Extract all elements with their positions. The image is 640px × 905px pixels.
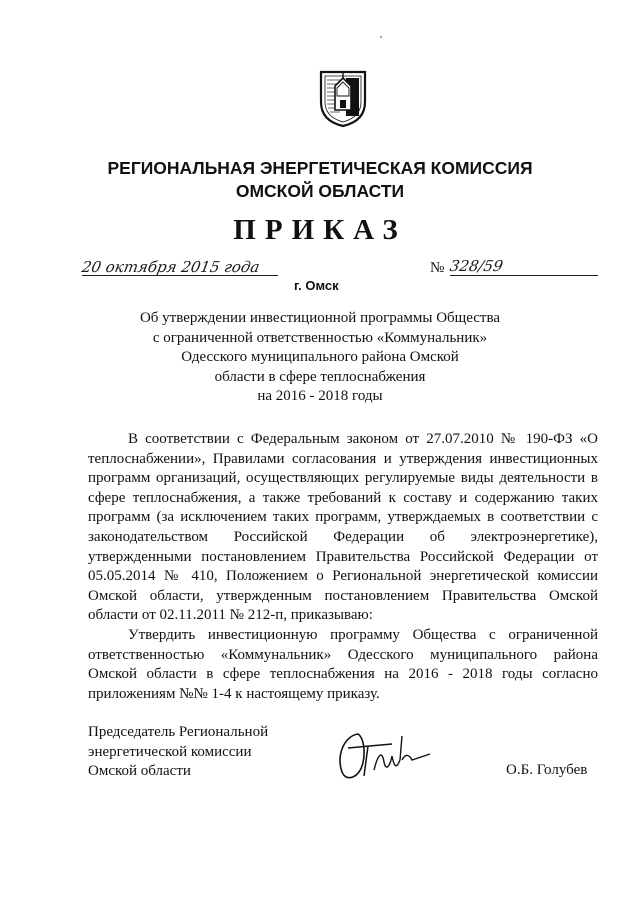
handwritten-signature (330, 726, 440, 788)
number-underline (450, 275, 598, 276)
signatory-title (88, 723, 268, 782)
city-label: г. Омск (294, 278, 339, 293)
subject-line: Об утверждении инвестиционной программы Общества (139, 310, 501, 326)
body-paragraph-preamble: В соответствии с Федеральным законом от 27.07.2010 № 190-ФЗ «О теплоснабжении», Правилами согласования и утверждения инвестиционных программ организаций, осуществляющих регулируемые виды деятельности в сфере теплоснабжения, а также требований к составу и содержанию таких программ (за исключением таких программ, утверждаемых в соответствии с законодательством Российской Федерации об электроэнергетике), утвержденными постановлением Правительства Российской Федерации от 05.05.2014 № 410, Положением о Региональной энергетической комиссии Омской области, утвержденным постановлением Правительства Омской области от 02.11.2011 № 212-п, приказываю: (88, 431, 598, 624)
number-sign: № (430, 260, 445, 276)
order-number: 328/59 (448, 257, 505, 275)
signatory-title-line: энергетической комиссии (88, 743, 252, 760)
org-line-1: РЕГИОНАЛЬНАЯ ЭНЕРГЕТИЧЕСКАЯ КОМИССИЯ (107, 158, 533, 178)
subject-line: на 2016 - 2018 годы (257, 388, 383, 404)
subject-line: с ограниченной ответственностью «Коммунальник» (152, 329, 488, 346)
document-type-title: ПРИКАЗ (233, 214, 407, 246)
order-subject (120, 309, 520, 407)
organization-name (60, 157, 580, 203)
signatory-title-line: Председатель Региональной (88, 724, 269, 740)
scan-speck (380, 36, 382, 38)
date-underline (82, 275, 278, 276)
signatory-name: О.Б. Голубев (506, 762, 588, 778)
omsk-coat-of-arms-icon (318, 66, 368, 128)
subject-line: Одесского муниципального района Омской (181, 349, 459, 365)
order-date: 20 октября 2015 года (80, 258, 262, 276)
body-paragraph-resolution: Утвердить инвестиционную программу Общества с ограниченной ответственностью «Коммунальник» Одесского муниципального района Омской области в сфере теплоснабжения на 2016 - 2018 годы согласно приложениям №№ 1-4 к настоящему приказу. (88, 626, 598, 702)
signatory-title-line: Омской области (88, 763, 191, 779)
org-line-2: ОМСКОЙ ОБЛАСТИ (235, 181, 405, 201)
subject-line: области в сфере теплоснабжения (214, 368, 426, 385)
order-body (88, 430, 598, 704)
